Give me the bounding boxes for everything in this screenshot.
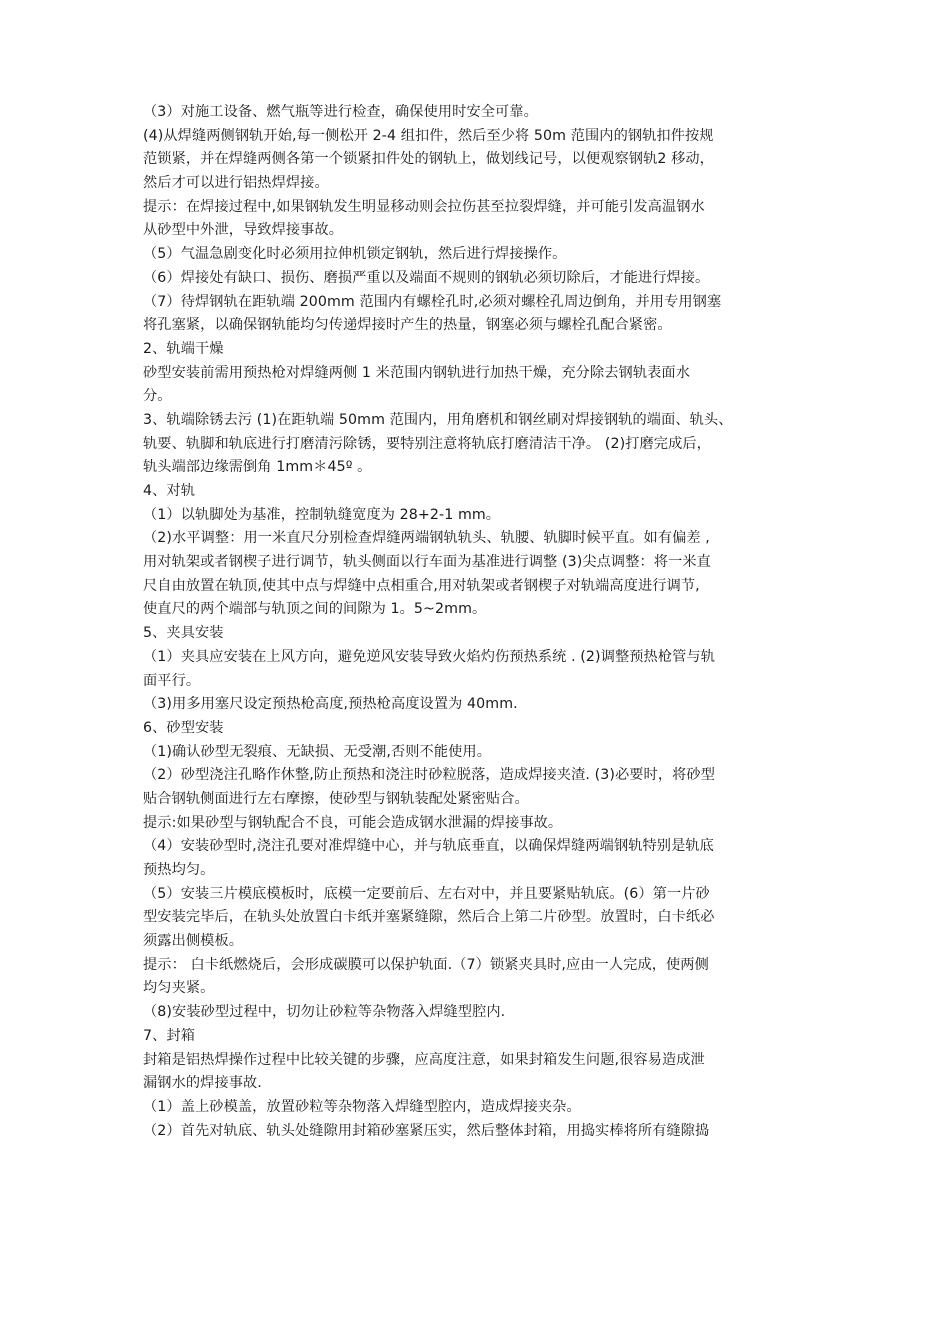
text-line: （2）砂型浇注孔略作休整,防止预热和浇注时砂粒脱落，造成焊接夹渣. (3)必要时，将砂型 [143,767,715,784]
text-line: 然后才可以进行铝热焊焊接。 [143,175,329,192]
text-line: （8)安装砂型过程中，切勿让砂粒等杂物落入焊缝型腔内. [143,1004,506,1021]
text-line: （6）焊接处有缺口、损伤、磨损严重以及端面不规则的钢轨必须切除后，才能进行焊接。 [143,269,710,286]
text-line: 漏钢水的焊接事故. [143,1075,262,1092]
text-line: 3、轨端除锈去污 (1)在距轨端 50mm 范围内，用角磨机和钢丝刷对焊接钢轨的端面、轨头、 [143,411,733,428]
text-line: （1）夹具应安装在上风方向，避免逆风安装导致火焰灼伤预热系统 . (2)调整预热枪管与轨 [143,648,715,665]
text-line: （2)水平调整：用一米直尺分别检查焊缝两端钢轨轨头、轨腰、轨脚时候平直。如有偏差 , [143,530,710,547]
document-body [143,101,813,1143]
text-line: 封箱是铝热焊操作过程中比较关键的步骤，应高度注意，如果封箱发生问题,很容易造成泄 [143,1051,705,1068]
text-line: （5）气温急剧变化时必须用拉伸机锁定钢轨，然后进行焊接操作。 [143,246,567,263]
text-line: 轨要、轨脚和轨底进行打磨清污除锈，要特别注意将轨底打磨清洁干净。 (2)打磨完成后， [143,435,711,452]
text-line: （1)确认砂型无裂痕、无缺损、无受潮,否则不能使用。 [143,743,491,760]
text-line: 轨头端部边缘需倒角 1mm＊45º 。 [143,459,372,476]
text-line: （7）待焊钢轨在距轨端 200mm 范围内有螺栓孔时,必须对螺栓孔周边倒角，并用专用钢塞 [143,293,722,310]
text-line: 贴合钢轨侧面进行左右摩擦，使砂型与钢轨装配处紧密贴合。 [143,790,529,807]
text-line: 须露出侧模板。 [143,933,244,950]
text-line: （2）首先对轨底、轨头处缝隙用封箱砂塞紧压实，然后整体封箱，用捣实棒将所有缝隙捣 [143,1122,710,1139]
text-line: 面平行。 [143,672,201,689]
text-line: 预热均匀。 [143,862,215,878]
section-heading: 2、轨端干燥 [143,340,224,357]
text-line: 提示： 白卡纸燃烧后，会形成碳膜可以保护轨面.（7）锁紧夹具时,应由一人完成，使两侧 [143,956,709,973]
text-line: 砂型安装前需用预热枪对焊缝两侧 1 米范围内钢轨进行加热干燥，充分除去钢轨表面水 [143,364,690,381]
section-heading: 6、砂型安装 [143,719,224,736]
text-line: 提示:如果砂型与钢轨配合不良，可能会造成钢水泄漏的焊接事故。 [143,814,563,831]
text-line: （4）安装砂型时,浇注孔要对准焊缝中心，并与轨底垂直，以确保焊缝两端钢轨特别是轨底 [143,838,714,855]
text-line: （3）对施工设备、燃气瓶等进行检查，确保使用时安全可靠。 [143,104,538,120]
text-line: (4)从焊缝两侧钢轨开始,每一侧松开 2-4 组扣件，然后至少将 50m 范围内的钢轨扣件按规 [143,127,714,144]
text-line: （3)用多用塞尺设定预热枪高度,预热枪高度设置为 40mm. [143,696,518,713]
section-heading: 7、封箱 [143,1027,195,1044]
section-heading: 4、对轨 [143,483,195,499]
text-line: （1）以轨脚处为基准，控制轨缝宽度为 28+2-1 mm。 [143,506,501,523]
text-line: （5）安装三片模底模板时，底模一定要前后、左右对中，并且要紧贴轨底。(6）第一片砂 [143,885,710,902]
text-line: 均匀夹紧。 [143,980,215,997]
text-line: 使直尺的两个端部与轨顶之间的间隙为 1。5~2mm。 [143,601,487,618]
text-line: 范锁紧，并在焊缝两侧各第一个锁紧扣件处的钢轨上，做划线记号，以便观察钢轨2 移动， [143,151,714,168]
section-heading: 5、夹具安装 [143,625,224,642]
text-line: 提示：在焊接过程中,如果钢轨发生明显移动则会拉伤甚至拉裂焊缝，并可能引发高温钢水 [143,198,705,215]
text-line: 分。 [143,388,172,405]
text-line: （1）盖上砂模盖，放置砂粒等杂物落入焊缝型腔内，造成焊接夹杂。 [143,1098,581,1115]
text-line: 用对轨架或者钢楔子进行调节，轨头侧面以行车面为基准进行调整 (3)尖点调整：将一米直 [143,554,711,571]
text-line: 尺自由放置在轨顶,使其中点与焊缝中点相重合,用对轨架或者钢楔子对轨端高度进行调节, [143,577,700,594]
text-line: 型安装完毕后，在轨头处放置白卡纸并塞紧缝隙，然后合上第二片砂型。放置时，白卡纸必 [143,909,715,926]
text-line: 从砂型中外泄，导致焊接事故。 [143,222,344,239]
text-line: 将孔塞紧，以确保钢轨能均匀传递焊接时产生的热量，钢塞必须与螺栓孔配合紧密。 [143,317,672,334]
